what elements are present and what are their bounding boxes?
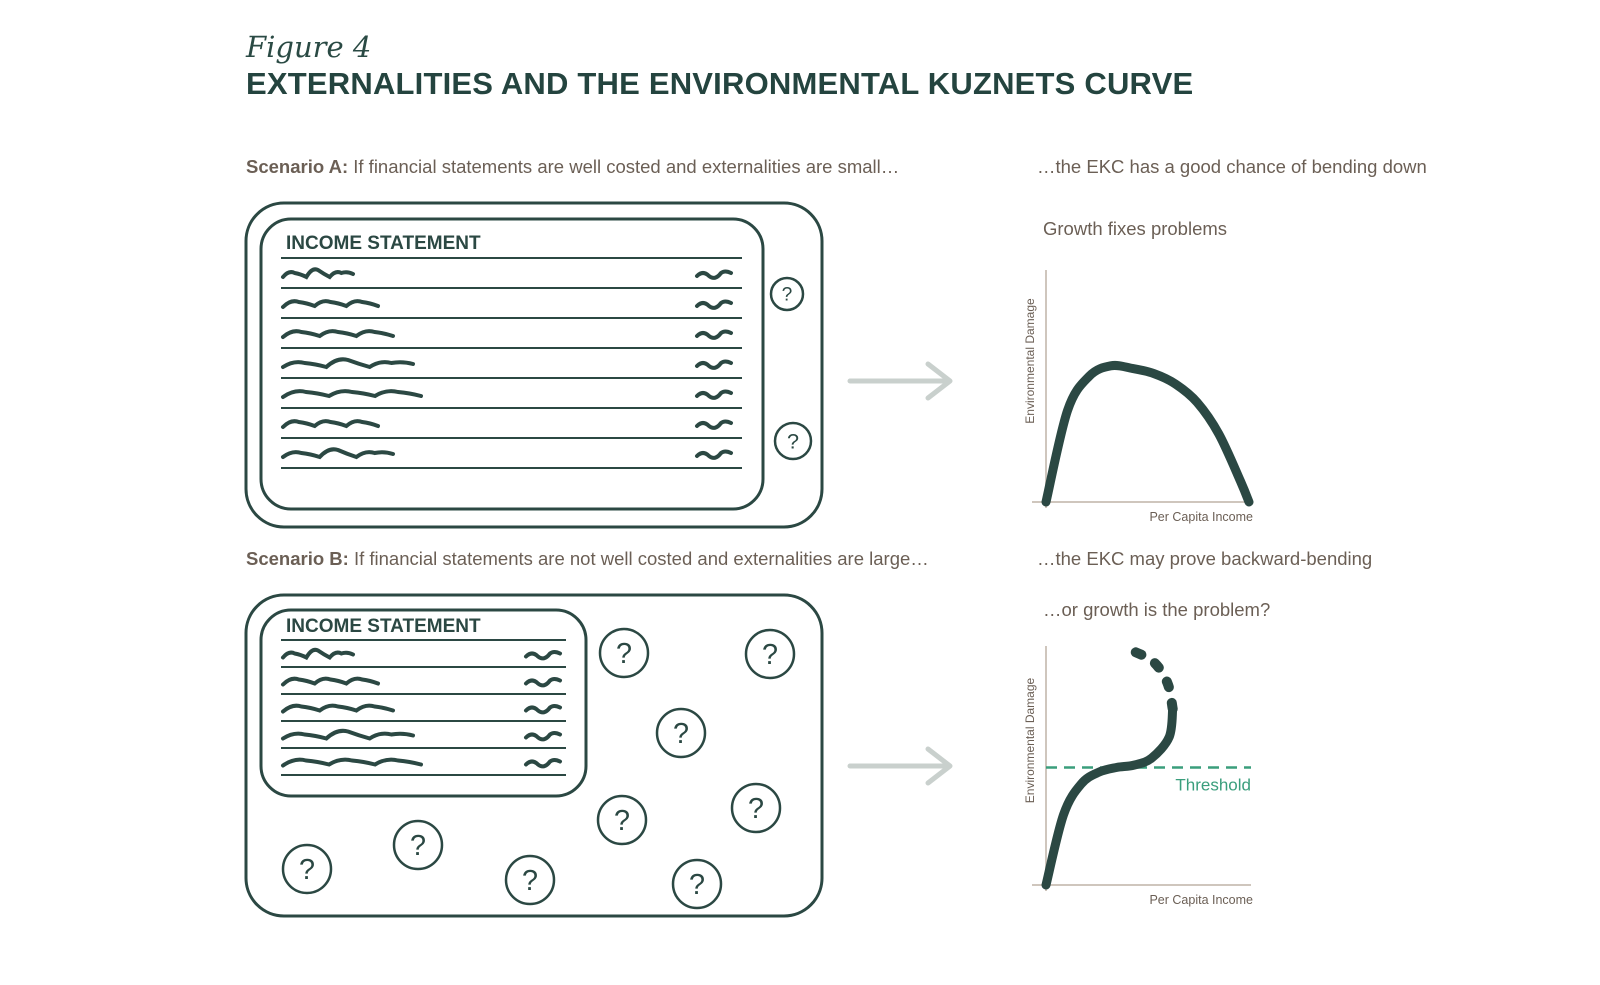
statement-value-scribble	[697, 392, 731, 398]
statement-scribble	[283, 269, 353, 277]
statement-value-scribble	[697, 332, 731, 338]
question-mark-glyph: ?	[761, 639, 779, 672]
chart-b-x-label: Per Capita Income	[1149, 893, 1253, 907]
statement-scribble	[283, 760, 421, 766]
question-mark-icon	[598, 796, 646, 844]
chart-a-title: Growth fixes problems	[1043, 218, 1228, 239]
scenario-b-text: If financial statements are not well costed and externalities are large…	[348, 548, 929, 569]
statement-value-scribble	[697, 452, 731, 458]
scenario-b-prefix: Scenario B:	[246, 548, 349, 569]
income-statement-title-b: INCOME STATEMENT	[286, 616, 481, 637]
statement-scribble	[283, 391, 421, 397]
figure-title: EXTERNALITIES AND THE ENVIRONMENTAL KUZNETS CURVE	[246, 66, 1194, 101]
question-mark-icon	[746, 630, 794, 678]
chart-b-threshold-label: Threshold	[1175, 775, 1251, 795]
question-mark-glyph: ?	[409, 830, 427, 863]
question-marks-a	[771, 278, 811, 459]
chart-b	[1023, 646, 1253, 907]
chart-a-ekc-curve	[1046, 365, 1249, 502]
statement-lines-a	[281, 258, 742, 468]
statement-value-scribble	[526, 760, 560, 766]
scenario-b-result: …the EKC may prove backward-bending	[1037, 548, 1373, 569]
question-mark-glyph: ?	[615, 638, 633, 671]
scenario-a-result: …the EKC has a good chance of bending down	[1037, 156, 1427, 177]
statement-scribble	[283, 650, 353, 658]
chart-b-ekc-curve	[1046, 709, 1173, 885]
chart-b-ekc-continuation-dotted	[1131, 650, 1173, 709]
figure-label: Figure 4	[246, 30, 372, 64]
question-mark-icon	[657, 709, 705, 757]
question-mark-glyph: ?	[613, 805, 631, 838]
question-mark-glyph: ?	[786, 428, 800, 454]
arrow-a	[850, 364, 950, 398]
statement-scribble	[283, 421, 378, 427]
chart-b-title: …or growth is the problem?	[1043, 599, 1271, 620]
question-mark-icon	[775, 423, 811, 459]
chart-a-y-label: Environmental Damage	[1023, 298, 1037, 424]
question-mark-glyph: ?	[781, 284, 793, 306]
statement-scribbles-a	[283, 269, 731, 458]
question-mark-icon	[506, 856, 554, 904]
statement-value-scribble	[526, 733, 560, 739]
question-mark-icon	[394, 821, 442, 869]
statement-scribble	[283, 301, 378, 307]
statement-value-scribble	[697, 272, 731, 278]
question-mark-icon	[732, 784, 780, 832]
chart-a-x-label: Per Capita Income	[1149, 510, 1253, 524]
statement-value-scribble	[697, 422, 731, 428]
question-mark-icon	[283, 845, 331, 893]
question-mark-glyph: ?	[747, 793, 765, 826]
statement-value-scribble	[526, 706, 560, 712]
question-mark-glyph: ?	[298, 854, 316, 887]
statement-scribble	[283, 731, 413, 739]
chart-b-y-label: Environmental Damage	[1023, 677, 1037, 804]
question-mark-icon	[600, 629, 648, 677]
chart-a	[1023, 270, 1253, 524]
statement-scribble	[283, 449, 393, 457]
income-statement-card-b	[261, 610, 586, 796]
question-mark-glyph: ?	[672, 718, 690, 751]
statement-scribble	[283, 331, 393, 337]
question-mark-glyph: ?	[521, 865, 539, 898]
scenario-a-prefix: Scenario A:	[246, 156, 349, 177]
statement-scribble	[283, 679, 378, 685]
statement-value-scribble	[697, 362, 731, 368]
question-marks-b	[283, 629, 794, 908]
statement-scribble	[283, 706, 393, 712]
question-mark-icon	[771, 278, 803, 310]
statement-value-scribble	[697, 302, 731, 308]
income-statement-card-a	[261, 219, 763, 509]
statement-value-scribble	[526, 679, 560, 685]
arrow-b	[850, 749, 950, 783]
statement-value-scribble	[526, 652, 560, 658]
question-mark-glyph: ?	[688, 869, 706, 902]
statement-scribble	[283, 359, 413, 367]
scenario-a-text: If financial statements are well costed and externalities are small…	[348, 156, 900, 177]
question-mark-icon	[673, 860, 721, 908]
income-statement-title-a: INCOME STATEMENT	[286, 233, 481, 254]
